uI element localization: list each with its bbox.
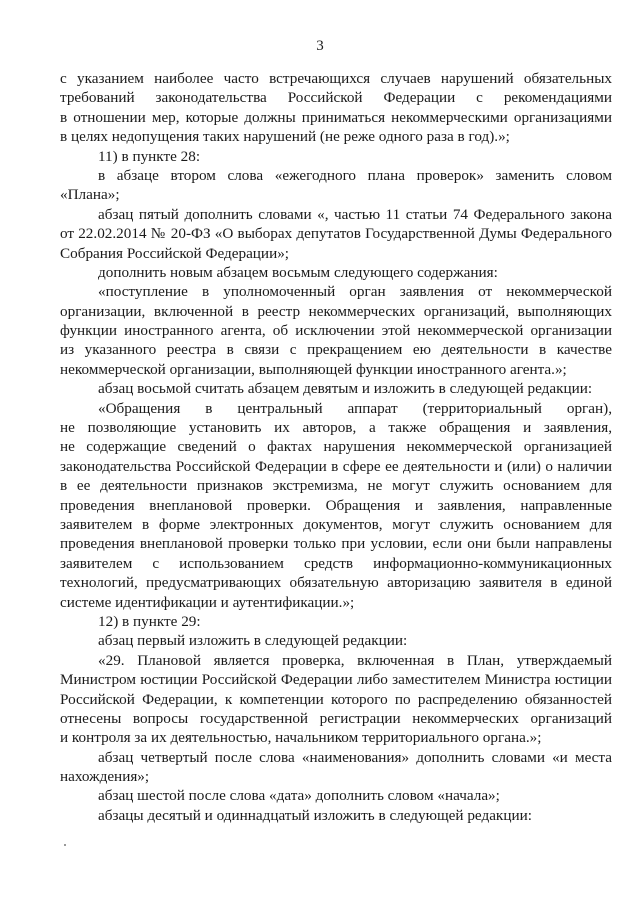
text-line: от 22.02.2014 № 20-ФЗ «О выборах депутатов Государственной Думы Федерального: [60, 225, 612, 243]
text-line: в отношении мер, которые должны приниматься некоммерческими организациями: [60, 108, 612, 126]
text-line: абзац восьмой считать абзацем девятым и изложить в следующей редакции:: [98, 380, 593, 398]
text-line: абзац четвертый после слова «наименования» дополнить словами «и места: [98, 748, 612, 766]
text-line: в целях недопущения таких нарушений (не реже одного раза в год).»;: [60, 128, 510, 146]
text-line: проведения внеплановой проверки. Обращения и заявления, направленные: [60, 496, 612, 514]
text-line: «29. Плановой является проверка, включенная в План, утверждаемый: [98, 651, 612, 669]
text-line: законодательства Российской Федерации в сфере ее деятельности и (или) о наличии: [60, 457, 612, 475]
text-line: абзац пятый дополнить словами «, частью 11 статьи 74 Федерального закона: [98, 205, 612, 223]
text-line: технологий, предусматривающих обязательную авторизацию заявителя в единой: [60, 574, 612, 592]
text-line: проведения внеплановой проверки только при условии, если они были направлены: [60, 535, 612, 553]
text-line: Министром юстиции Российской Федерации либо заместителем Министра юстиции: [60, 671, 612, 689]
text-line: заявителем с использованием средств информационно-коммуникационных: [60, 554, 612, 572]
text-line: не содержащие сведений о фактах нарушения некоммерческой организацией: [60, 438, 612, 456]
text-line: абзац шестой после слова «дата» дополнить словом «начала»;: [98, 787, 500, 805]
page-number: 3: [316, 38, 324, 54]
text-line: в ее деятельности признаков экстремизма, не могут служить основанием для: [60, 477, 612, 495]
text-line: не позволяющие установить их авторов, а также обращения и заявления,: [60, 419, 612, 437]
text-line: абзац первый изложить в следующей редакции:: [98, 632, 408, 650]
text-line: «поступление в уполномоченный орган заявления от некоммерческой: [98, 283, 612, 301]
text-line: отнесены вопросы государственной регистрации некоммерческих организаций: [60, 709, 612, 727]
text-line: из указанного реестра в связи с прекращением ею деятельности в качестве: [60, 341, 612, 359]
text-line: «Плана»;: [60, 186, 120, 204]
text-line: организации, включенной в реестр некоммерческих организаций, выполняющих: [60, 302, 612, 320]
text-line: абзацы десятый и одиннадцатый изложить в следующей редакции:: [98, 806, 532, 824]
text-line: нахождения»;: [60, 768, 150, 786]
text-line: требований законодательства Российской Федерации с рекомендациями: [60, 89, 612, 107]
text-line: некоммерческой организации, выполняющей функции иностранного агента.»;: [60, 360, 567, 378]
text-line: 11) в пункте 28:: [98, 147, 201, 165]
text-line: дополнить новым абзацем восьмым следующего содержания:: [98, 263, 498, 281]
scan-speck: [64, 844, 66, 846]
text-line: функции иностранного агента, об исключении этой некоммерческой организации: [60, 322, 612, 340]
text-line: системе идентификации и аутентификации.»;: [60, 593, 355, 611]
text-line: заявителем в форме электронных документов, могут служить основанием для: [60, 515, 612, 533]
text-line: «Обращения в центральный аппарат (территориальный орган),: [98, 399, 612, 417]
text-line: 12) в пункте 29:: [98, 612, 201, 630]
text-line: Российской Федерации, к компетенции которого по распределению обязанностей: [60, 690, 612, 708]
text-line: Собрания Российской Федерации»;: [60, 244, 290, 262]
document-body: [60, 69, 612, 825]
text-line: в абзаце втором слова «ежегодного плана проверок» заменить словом: [98, 166, 612, 184]
text-line: с указанием наиболее часто встречающихся случаев нарушений обязательных: [60, 70, 612, 87]
text-line: и контроля за их деятельностью, начальником территориального органа.»;: [60, 729, 542, 747]
